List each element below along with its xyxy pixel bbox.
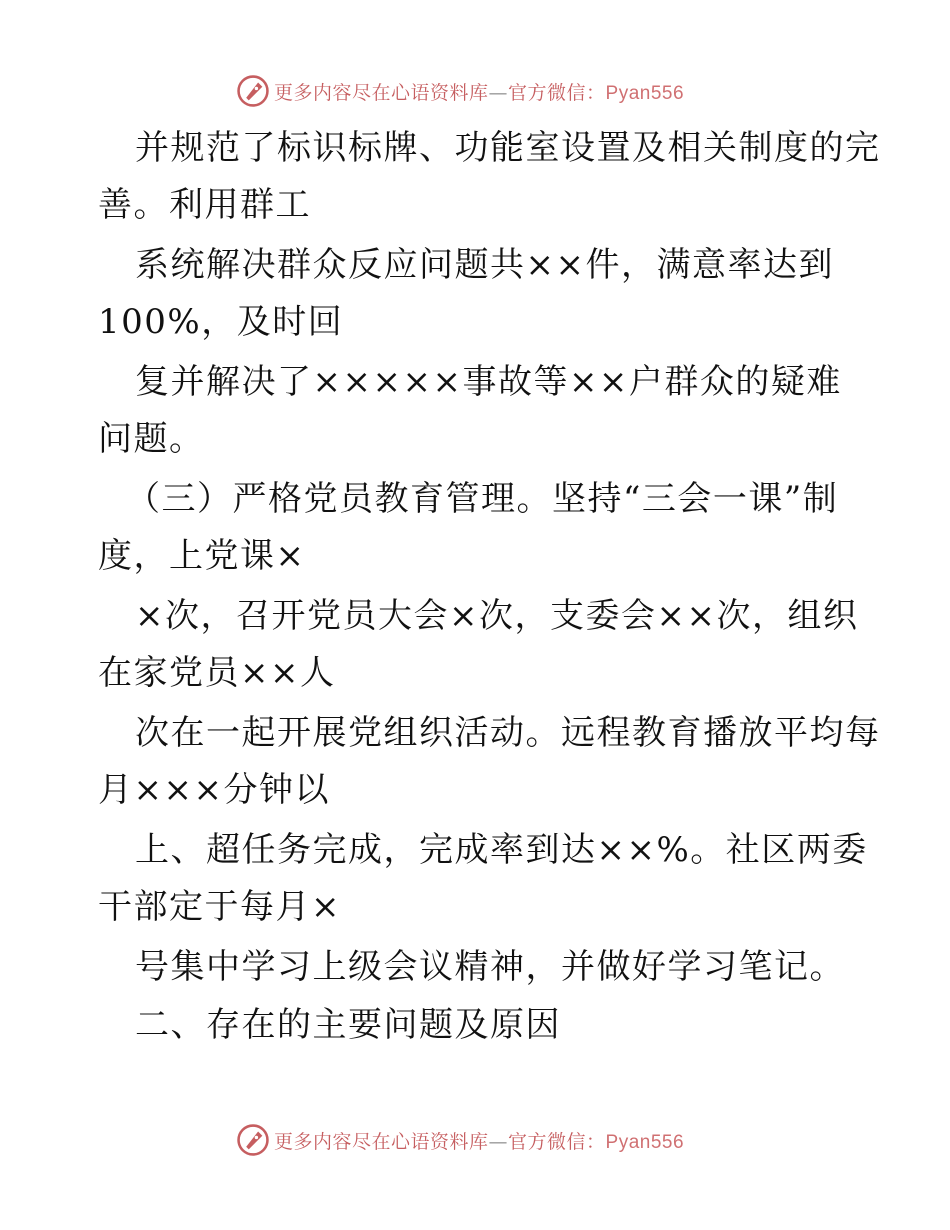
watermark-dash: — bbox=[488, 1130, 509, 1153]
watermark-main-text: 更多内容尽在心语资料库 bbox=[274, 81, 489, 104]
text-line: 复并解决了×××××事故等××户群众的疑难 bbox=[135, 362, 842, 402]
text-line: 上、超任务完成，完成率到达××%。社区两委 bbox=[135, 830, 868, 870]
watermark-text bbox=[274, 1127, 684, 1154]
text-line: 问题。 bbox=[98, 419, 205, 459]
footer-watermark bbox=[236, 1122, 684, 1158]
text-line: 次在一起开展党组织活动。远程教育播放平均每 bbox=[135, 713, 881, 753]
text-line: 并规范了标识标牌、功能室设置及相关制度的完 bbox=[135, 128, 881, 168]
watermark-wechat-label: 官方微信： bbox=[508, 81, 606, 104]
section-heading: 二、存在的主要问题及原因 bbox=[135, 1005, 561, 1045]
text-line: 号集中学习上级会议精神，并做好学习笔记。 bbox=[135, 947, 845, 987]
section-heading: （三）严格党员教育管理。坚持“三会一课”制 bbox=[126, 479, 839, 519]
watermark-wechat-label: 官方微信： bbox=[508, 1130, 606, 1153]
text-line: 干部定于每月× bbox=[98, 887, 341, 927]
text-line: 善。利用群工 bbox=[98, 185, 311, 225]
pen-nib-logo-icon bbox=[236, 1123, 270, 1157]
watermark-dash: — bbox=[488, 81, 509, 104]
watermark-wechat-id: Pyan556 bbox=[605, 82, 685, 104]
watermark-main-text: 更多内容尽在心语资料库 bbox=[274, 1130, 489, 1153]
text-line: 月×××分钟以 bbox=[98, 770, 330, 810]
watermark-wechat-id: Pyan556 bbox=[605, 1131, 685, 1153]
text-line: 系统解决群众反应问题共××件，满意率达到 bbox=[135, 245, 834, 285]
text-line: ×次，召开党员大会×次，支委会××次，组织 bbox=[135, 596, 859, 636]
text-line: 100%，及时回 bbox=[98, 302, 344, 342]
text-line: 在家党员××人 bbox=[98, 653, 336, 693]
text-line: 度，上党课× bbox=[98, 536, 306, 576]
